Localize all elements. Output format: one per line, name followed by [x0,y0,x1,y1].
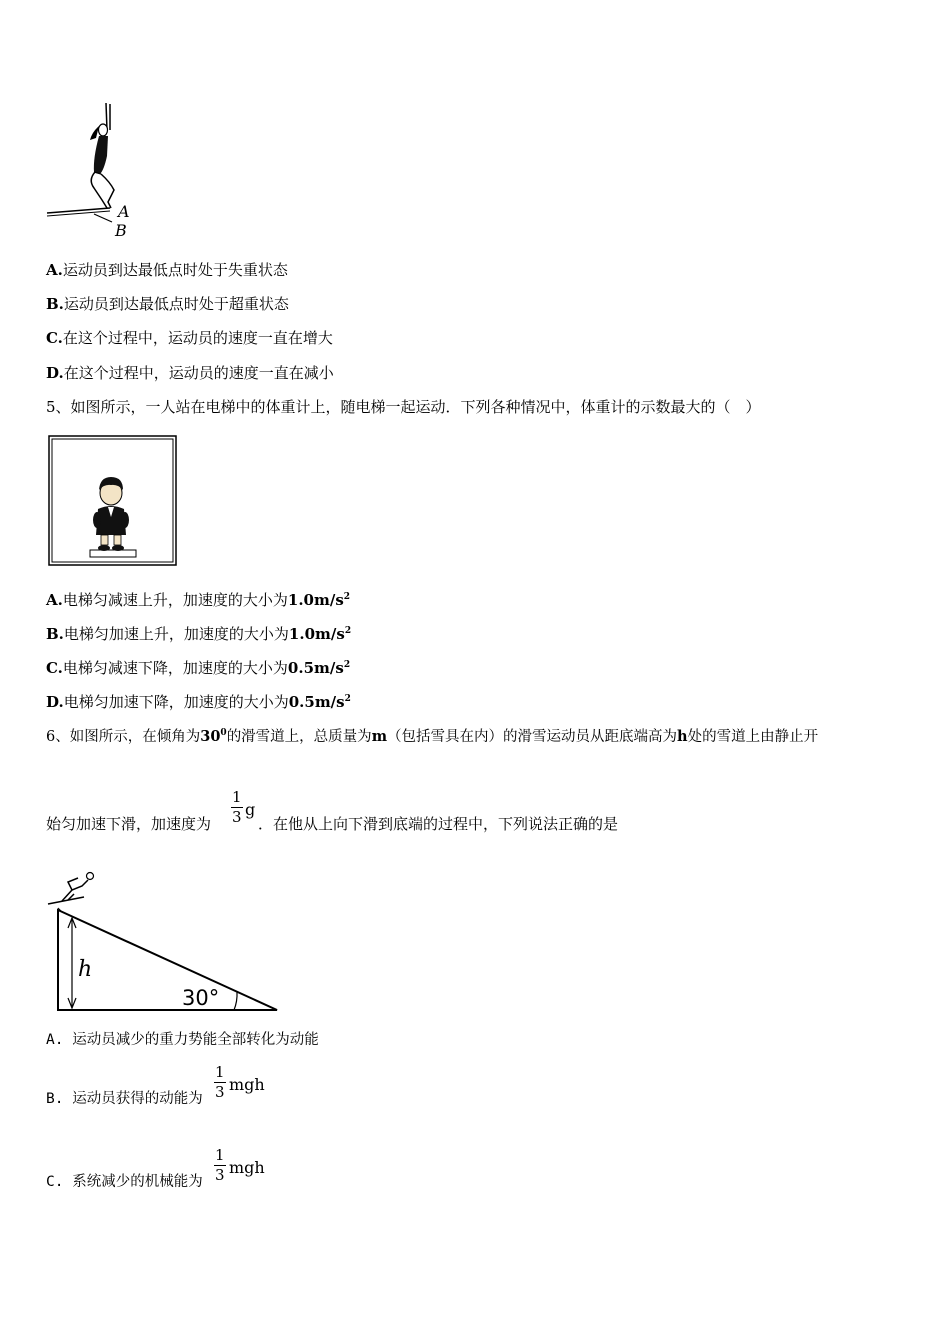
q6-option-c: C. 系统减少的机械能为 [46,1174,203,1190]
q6-option-c-fraction: 1 3 [215,1146,225,1184]
q6-option-b: B. 运动员获得的动能为 [46,1091,203,1107]
q6-stem-line2b: ．在他从上向下滑到底端的过程中，下列说法正确的是 [258,815,619,833]
q5-option-c: C.电梯匀减速下降，加速度的大小为$0.5m/s^2$ [46,659,351,677]
q5-option-b: B.电梯匀加速上升，加速度的大小为$1.0m/s^2$ [46,625,352,643]
label-a: A [118,202,130,221]
angle-label: 30° [182,986,220,1010]
q6-option-c-unit: mgh [229,1158,265,1177]
q5-stem: 5、如图所示，一人站在电梯中的体重计上，随电梯一起运动．下列各种情况中，体重计的示数最大的（ ） [46,398,761,416]
label-b: B [115,221,127,240]
q5-option-d: D.电梯匀加速下降，加速度的大小为$0.5m/s^2$ [46,693,351,711]
q6-stem-line1: 6、如图所示，在倾角为$30^0$的滑雪道上，总质量为m（包括雪具在内）的滑雪运动员从距底端高为h处的雪道上由静止开 [46,728,819,745]
q6-option-b-unit: mgh [229,1075,265,1094]
q6-accel-unit: g [245,800,256,819]
q4-option-a: A.运动员到达最低点时处于失重状态 [46,261,288,279]
q5-option-a: A.电梯匀减速上升，加速度的大小为$1.0m/s^2$ [46,591,351,609]
q6-accel-fraction: 1 3 [232,788,242,826]
q4-option-c: C.在这个过程中，运动员的速度一直在增大 [46,329,333,347]
q6-option-b-fraction: 1 3 [215,1063,225,1101]
diver-figure [44,98,144,243]
q4-option-b: B.运动员到达最低点时处于超重状态 [46,295,289,313]
elevator-figure [48,435,178,567]
q6-option-a: A. 运动员减少的重力势能全部转化为动能 [46,1032,319,1048]
q6-stem-line2a: 始匀加速下滑，加速度为 [46,815,212,833]
q4-option-d: D.在这个过程中，运动员的速度一直在减小 [46,364,334,382]
incline-figure [44,868,284,1016]
height-label: h [78,957,93,982]
